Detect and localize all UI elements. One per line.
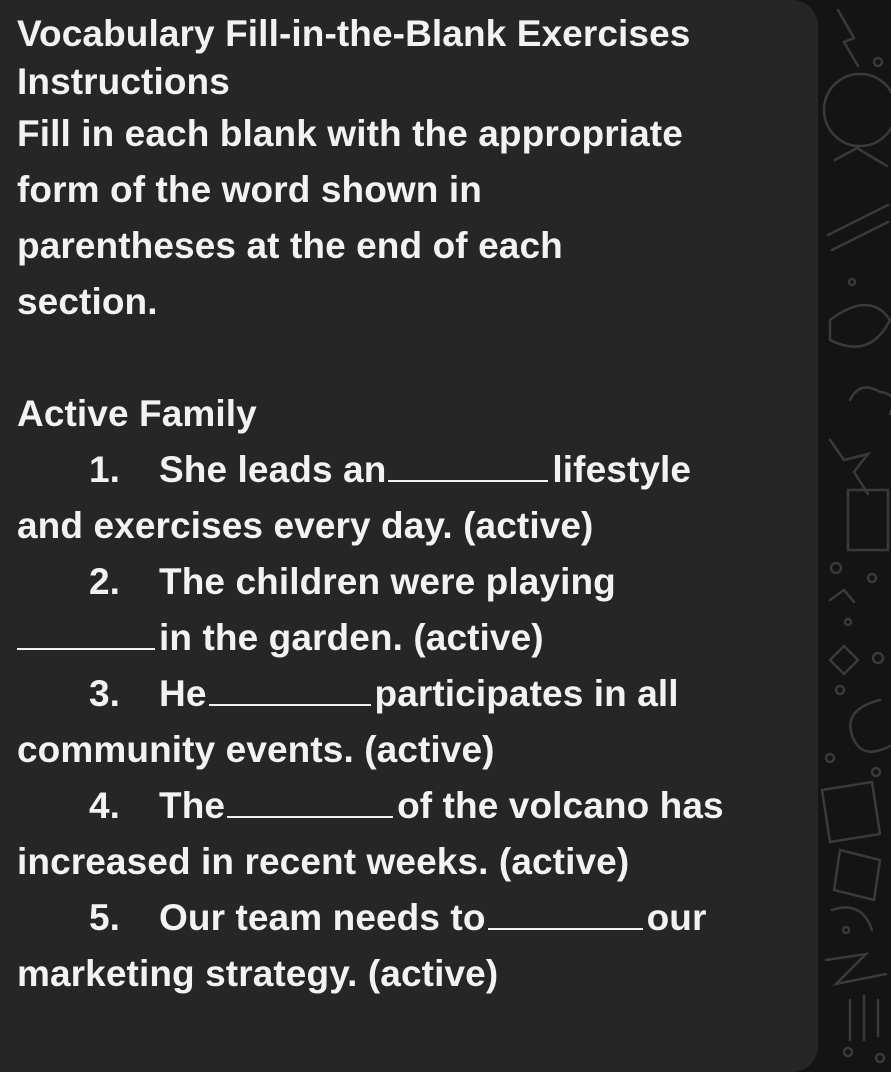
exercise-item-3 <box>17 666 802 722</box>
dot-doodle-icon <box>844 1048 852 1056</box>
item-number: 3. <box>89 673 121 714</box>
item-continuation: increased in recent weeks. (active) <box>17 841 630 882</box>
item-text: He <box>159 673 207 714</box>
item-continuation: community events. (active) <box>17 729 495 770</box>
card-doodle-icon <box>822 782 880 842</box>
item-text: lifestyle <box>552 449 692 490</box>
document-title: Vocabulary Fill-in-the-Blank Exercises <box>17 13 691 54</box>
answer-blank <box>209 670 371 706</box>
answer-blank <box>17 614 155 650</box>
exercise-item-5 <box>17 890 802 946</box>
item-text: She leads an <box>159 449 387 490</box>
exercise-item-1 <box>17 442 802 498</box>
item-text: in the garden. (active) <box>159 617 544 658</box>
item-continuation: marketing strategy. (active) <box>17 953 499 994</box>
dot-doodle-icon <box>826 754 834 762</box>
dot-doodle-icon <box>836 686 844 694</box>
section-heading: Active Family <box>17 393 257 434</box>
hand-doodle-icon <box>850 996 878 1040</box>
item-number: 1. <box>89 449 121 490</box>
item-text: The children were playing <box>159 561 616 602</box>
lightning-doodle-icon <box>838 10 858 66</box>
star-doodle-icon <box>835 148 887 166</box>
instructions-line: form of the word shown in <box>17 169 482 210</box>
scribble-doodle-icon <box>826 954 886 984</box>
item-text: of the volcano has <box>397 785 724 826</box>
item-text: Our team needs to <box>159 897 486 938</box>
star-doodle-icon <box>830 440 868 494</box>
dot-doodle-icon <box>845 619 851 625</box>
diamond-doodle-icon <box>830 646 858 674</box>
dot-doodle-icon <box>874 58 882 66</box>
instructions-heading: Instructions <box>17 61 230 102</box>
dot-doodle-icon <box>873 653 883 663</box>
empty-line <box>17 330 802 386</box>
instructions-line: parentheses at the end of each <box>17 225 563 266</box>
answer-blank <box>388 446 548 482</box>
box-doodle-icon <box>848 490 888 550</box>
dot-doodle-icon <box>872 768 880 776</box>
item-number: 4. <box>89 785 121 826</box>
ring-doodle-icon <box>824 74 891 146</box>
instructions-line: section. <box>17 281 158 322</box>
answer-blank <box>227 782 393 818</box>
cloud-doodle-icon <box>850 388 891 415</box>
item-number: 5. <box>89 897 121 938</box>
item-continuation: and exercises every day. (active) <box>17 505 594 546</box>
item-continuation <box>17 610 802 666</box>
leaf-doodle-icon <box>832 908 872 931</box>
stripes-doodle-icon <box>828 205 888 250</box>
item-text: our <box>646 897 707 938</box>
ball-doodle-icon <box>830 305 890 347</box>
exercise-item-2 <box>17 554 802 610</box>
dot-doodle-icon <box>876 1054 884 1062</box>
card-doodle-icon <box>834 850 880 900</box>
exercise-item-4 <box>17 778 802 834</box>
item-text: participates in all <box>374 673 679 714</box>
dot-doodle-icon <box>868 574 876 582</box>
item-number: 2. <box>89 561 121 602</box>
zigzag-doodle-icon <box>830 590 854 602</box>
instructions-line: Fill in each blank with the appropriate <box>17 113 683 154</box>
swirl-doodle-icon <box>850 700 890 752</box>
item-text: The <box>159 785 226 826</box>
dot-doodle-icon <box>831 563 841 573</box>
dot-doodle-icon <box>849 279 855 285</box>
answer-blank <box>488 894 643 930</box>
dot-doodle-icon <box>843 927 849 933</box>
